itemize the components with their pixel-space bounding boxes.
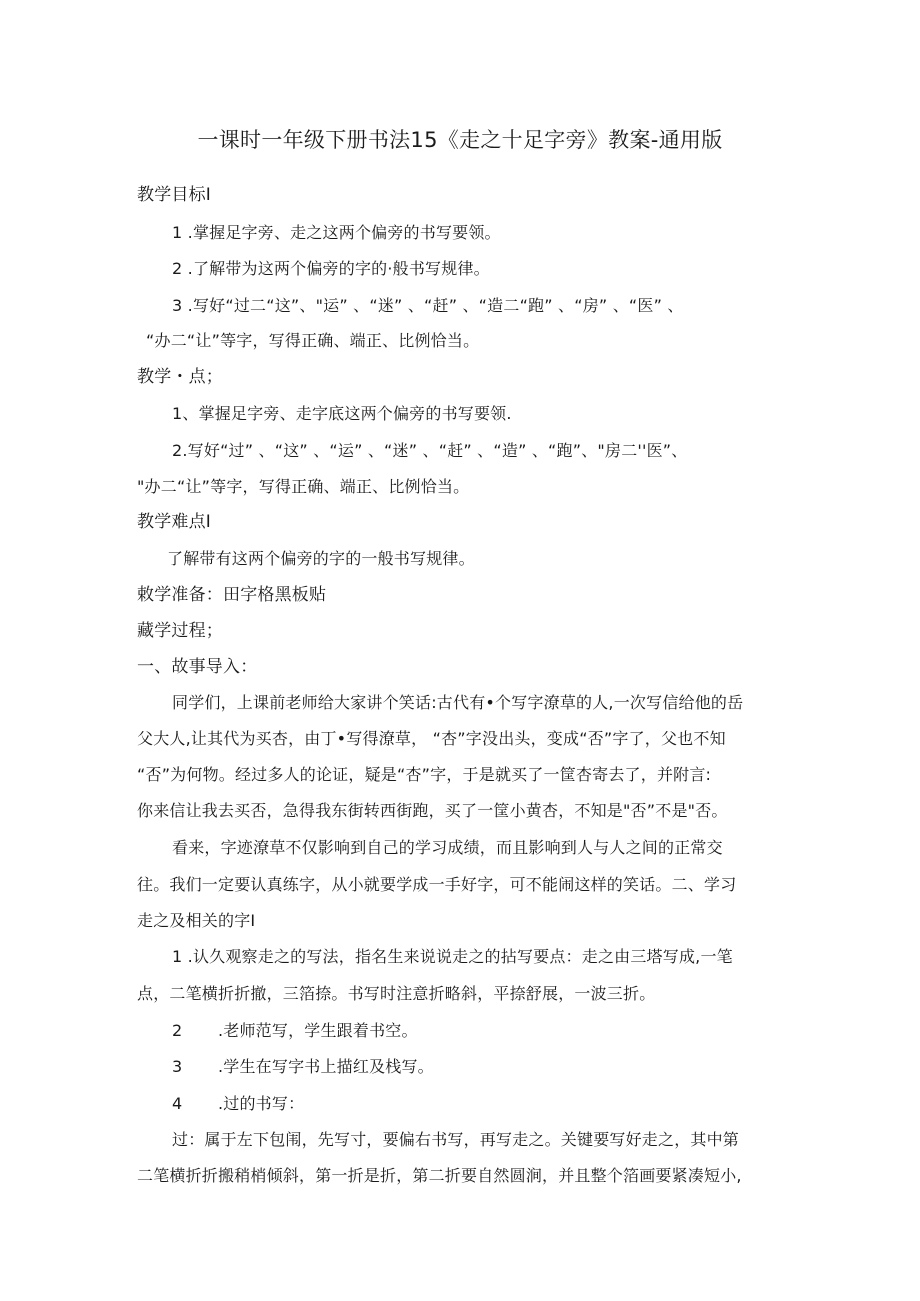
step-1-line-2: 点，二笔横折折撤，三箔捺。书写时注意折略斜，平捺舒展，一波三折。 <box>137 984 656 1003</box>
preparation-line: 敕学准备：田字格黑板贴 <box>137 585 327 605</box>
key-point-item-1: 1、掌握足字旁、走字底这两个偏旁的书写要领. <box>172 404 512 423</box>
objective-item-3-line-2: “办二“让”等字，写得正确、端正、比例恰当。 <box>146 331 480 350</box>
difficulty-text: 了解带有这两个偏旁的字的一般书写规律。 <box>167 549 475 568</box>
guo-explanation-line-2: 二笔横折折搬稍梢倾斜，第一折是折，第二折要自然圆涧，并且整个箔画要紧凑短小, <box>137 1166 742 1185</box>
conclusion-paragraph-line-1: 看来，字迹潦草不仅影响到自己的学习成绩，而且影响到人与人之间的正常交 <box>172 838 723 857</box>
step-4-text: .过的书写： <box>218 1094 305 1113</box>
conclusion-paragraph-line-2: 往。我们一定要认真练字，从小就要学成一手好字，可不能闹这样的笑话。二、学习 <box>137 875 737 894</box>
story-paragraph-line-1: 同学们，上课前老师给大家讲个笑话:古代有•个写字潦草的人,一次写信给他的岳 <box>172 693 744 712</box>
process-heading: 藏学过程； <box>137 621 223 641</box>
document-title: 一课时一年级下册书法15《走之十足字旁》教案-通用版 <box>197 128 723 152</box>
step-4-number: 4 <box>172 1094 183 1113</box>
conclusion-paragraph-line-3: 走之及相关的字I <box>137 911 256 930</box>
story-paragraph-line-3: “否”为何物。经过多人的论证，疑是“杏”字，于是就买了一筐杏寄去了，并附言: <box>137 765 712 784</box>
step-3-number: 3 <box>172 1057 183 1076</box>
step-2-text: .老师范写，学生跟着书空。 <box>218 1021 418 1040</box>
guo-explanation-line-1: 过：属于左下包闱，先写寸，要偏右书写，再写走之。关键要写好走之，其中第 <box>172 1130 740 1149</box>
difficulty-heading: 教学难点I <box>137 512 212 532</box>
step-1-line-1: 1 .认久观察走之的写法，指名生来说说走之的拈写要点：走之由三塔写成,一笔 <box>172 947 733 966</box>
objective-item-1: 1 .掌握足字旁、走之这两个偏旁的书写要领。 <box>172 223 501 242</box>
story-paragraph-line-2: 父大人,让其代为买杏，由丁•写得潦草， “杏”字没出头，变成“否”字了，父也不知 <box>137 729 726 748</box>
objective-item-2: 2 .了解带为这两个偏旁的字的·般书写规律。 <box>172 259 490 278</box>
key-points-heading: 教学・点； <box>137 367 223 387</box>
objective-item-3-line-1: 3 .写好“过二“这”、"运” 、“迷” 、“赶” 、“造二“跑” 、“房” 、“医” 、 <box>172 296 684 315</box>
step-3-text: .学生在写字书上描红及栈写。 <box>218 1057 434 1076</box>
objectives-heading: 教学目标I <box>137 185 212 205</box>
section-1-heading: 一、故事导入： <box>137 657 258 677</box>
key-point-item-2-line-2: "办二“让”等字，写得正确、端正、比例恰当。 <box>137 477 470 496</box>
key-point-item-2-line-1: 2.写好“过” 、“这” 、“运” 、“迷” 、“赶” 、“造” 、“跑”、"房二''医”、 <box>172 441 688 460</box>
step-2-number: 2 <box>172 1021 183 1040</box>
story-paragraph-line-4: 你来信让我去买否，急得我东街转西街跑，买了一筐小黄杏，不知是"否”不是"否。 <box>137 801 728 820</box>
